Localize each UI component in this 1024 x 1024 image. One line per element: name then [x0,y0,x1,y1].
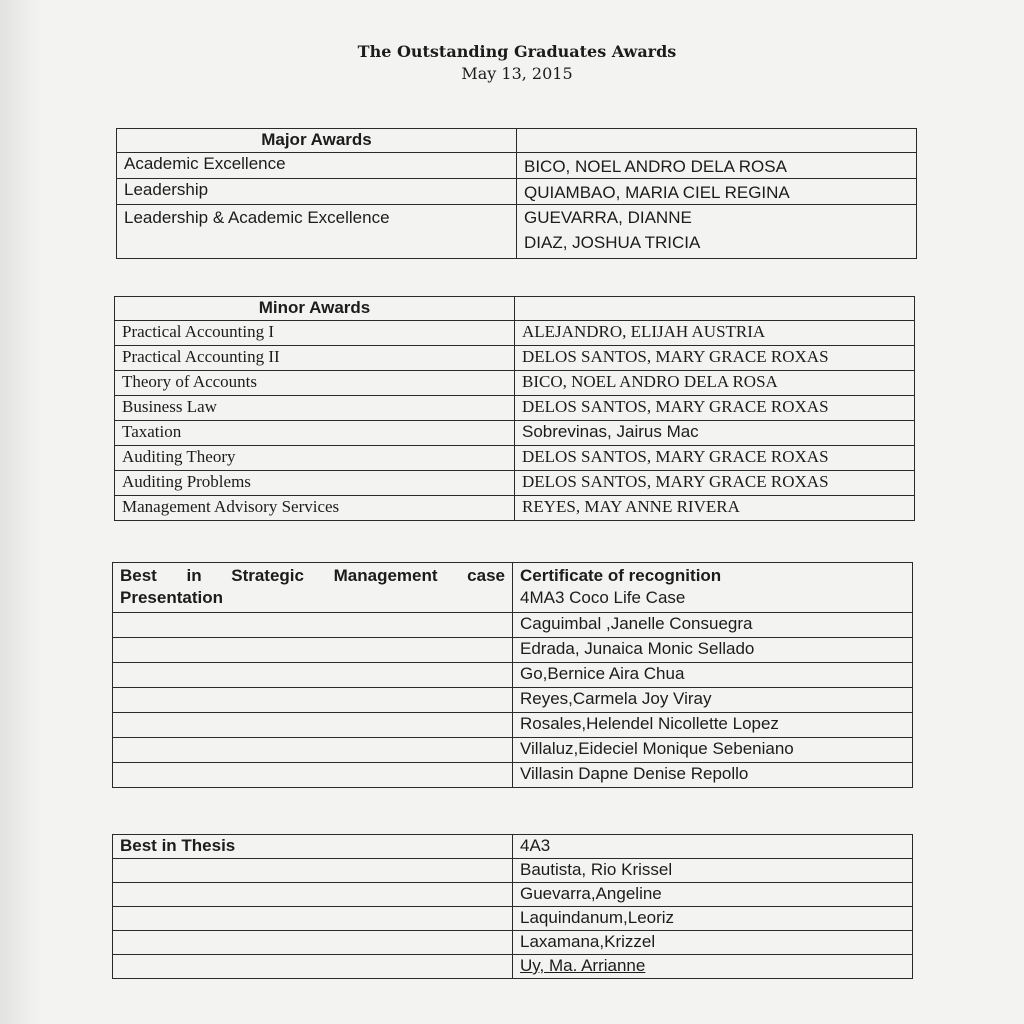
member-name: Go,Bernice Aira Chua [513,663,913,688]
awardee-name: REYES, MAY ANNE RIVERA [515,496,915,521]
member-name: Laquindanum,Leoriz [513,907,913,931]
award-name: Business Law [115,396,515,421]
member-name: Caguimbal ,Janelle Consuegra [513,613,913,638]
major-awards-table [116,128,917,259]
table-cell-empty [113,738,513,763]
award-name: Practical Accounting II [115,346,515,371]
award-name: Auditing Theory [115,446,515,471]
member-name: Reyes,Carmela Joy Viray [513,688,913,713]
table-row [115,396,915,421]
award-name: Practical Accounting I [115,321,515,346]
awardee-names [517,205,917,259]
table-cell-empty [113,907,513,931]
awardee-name: GUEVARRA, DIANNE [524,208,692,227]
awardee-name: DELOS SANTOS, MARY GRACE ROXAS [515,396,915,421]
member-name: Villaluz,Eideciel Monique Sebeniano [513,738,913,763]
member-name: Uy, Ma. Arrianne [513,955,913,979]
table-cell-empty [517,129,917,153]
table-row [115,446,915,471]
table-row [115,371,915,396]
awardee-name: Sobrevinas, Jairus Mac [515,421,915,446]
award-name: Leadership [117,179,517,205]
awardee-name: ALEJANDRO, ELIJAH AUSTRIA [515,321,915,346]
table-row [113,763,913,788]
table-row [113,907,913,931]
group-name: 4MA3 Coco Life Case [520,588,686,607]
table-cell-empty [113,955,513,979]
table-row [115,346,915,371]
major-awards-heading: Major Awards [117,129,517,153]
awardee-name: QUIAMBAO, MARIA CIEL REGINA [517,179,917,205]
member-name: Rosales,Helendel Nicollette Lopez [513,713,913,738]
strategic-management-heading: Best in Strategic Management case Presentation [113,563,513,613]
member-name: Bautista, Rio Krissel [513,859,913,883]
table-row [113,688,913,713]
table-cell-empty [113,931,513,955]
awardee-name: DELOS SANTOS, MARY GRACE ROXAS [515,471,915,496]
award-name: Taxation [115,421,515,446]
best-thesis-table [112,834,913,979]
table-cell-empty [113,613,513,638]
table-cell-empty [113,763,513,788]
awardee-name: DELOS SANTOS, MARY GRACE ROXAS [515,446,915,471]
award-name: Auditing Problems [115,471,515,496]
document-date: May 13, 2015 [461,64,573,83]
member-name: Edrada, Junaica Monic Sellado [513,638,913,663]
table-row [113,931,913,955]
award-name: Academic Excellence [117,153,517,179]
table-cell-empty [113,638,513,663]
table-cell-empty [113,688,513,713]
award-name: Theory of Accounts [115,371,515,396]
table-cell-empty [113,859,513,883]
award-name: Management Advisory Services [115,496,515,521]
table-row [115,471,915,496]
table-row [113,713,913,738]
minor-awards-heading: Minor Awards [115,297,515,321]
minor-awards-rows [115,321,915,521]
strategic-management-table [112,562,913,788]
thesis-members-rows [113,859,913,979]
document-title: The Outstanding Graduates Awards [357,42,677,61]
table-row [115,496,915,521]
certificate-heading: Certificate of recognition [520,566,722,585]
table-row [113,738,913,763]
table-row [113,638,913,663]
table-row [113,613,913,638]
strategic-members-rows [113,613,913,788]
best-thesis-heading: Best in Thesis [113,835,513,859]
table-row [115,321,915,346]
table-cell-empty [113,883,513,907]
table-cell-empty [113,663,513,688]
member-name: Laxamana,Krizzel [513,931,913,955]
member-name: Villasin Dapne Denise Repollo [513,763,913,788]
table-row [113,883,913,907]
table-cell-empty [113,713,513,738]
minor-awards-table [114,296,915,521]
awardee-name: DIAZ, JOSHUA TRICIA [524,233,701,252]
member-name: Guevarra,Angeline [513,883,913,907]
table-row [115,421,915,446]
awardee-name: BICO, NOEL ANDRO DELA ROSA [515,371,915,396]
awardee-name: BICO, NOEL ANDRO DELA ROSA [517,153,917,179]
table-row [113,663,913,688]
awardee-name: DELOS SANTOS, MARY GRACE ROXAS [515,346,915,371]
table-row [113,955,913,979]
table-cell-empty [515,297,915,321]
certificate-cell [513,563,913,613]
group-name: 4A3 [513,835,913,859]
table-row [113,859,913,883]
scan-shadow [0,0,40,1024]
award-name: Leadership & Academic Excellence [117,205,517,259]
